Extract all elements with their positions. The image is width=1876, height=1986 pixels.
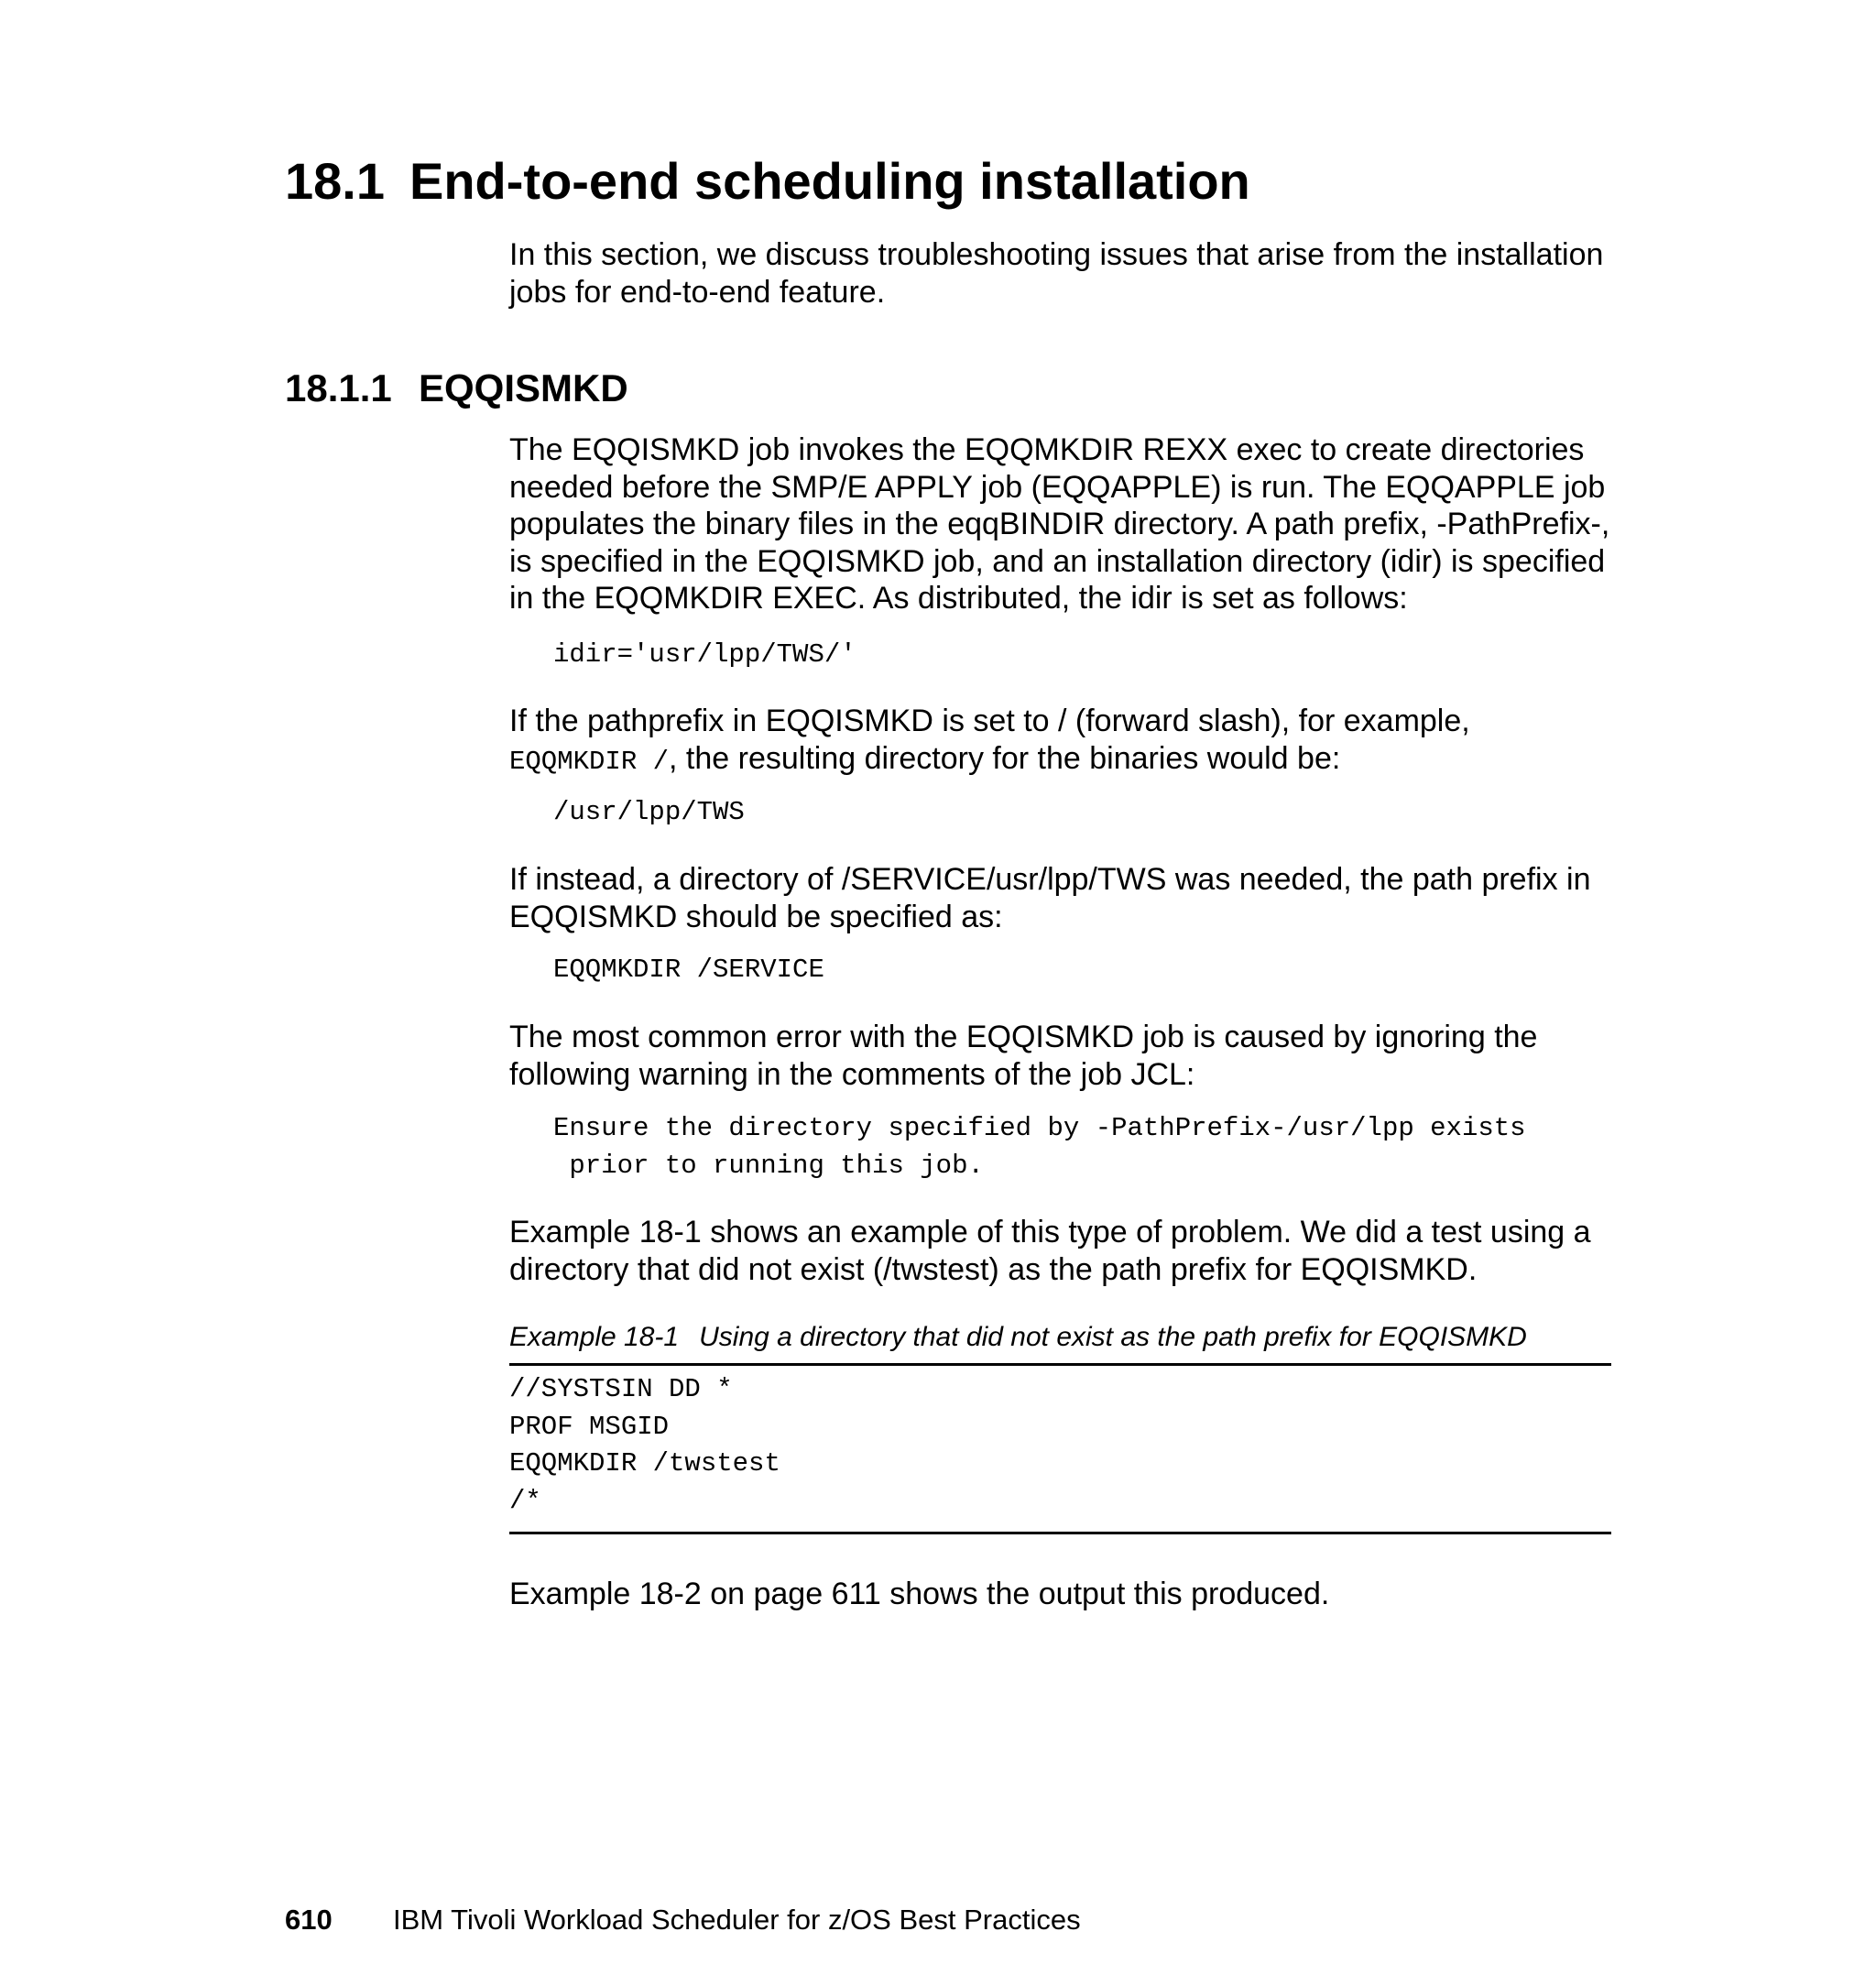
- paragraph-2: [509, 703, 1618, 780]
- paragraph-line: Example 18-1 shows an example of this type of problem. We did a test using a: [509, 1215, 1591, 1249]
- example-code: //SYSTSIN DD * PROF MSGID EQQMKDIR /twstest /*: [509, 1374, 780, 1516]
- paragraph-line: In this section, we discuss troubleshooting issues that arise from the installation: [509, 237, 1604, 272]
- page-number: 610: [285, 1904, 333, 1936]
- example-caption-text: Using a directory that did not exist as the path prefix for EQQISMKD: [699, 1322, 1527, 1352]
- paragraph-line: The most common error with the EQQISMKD job is caused by ignoring the: [509, 1020, 1538, 1054]
- paragraph-line: Example 18-2 on page 611 shows the output this produced.: [509, 1577, 1330, 1611]
- paragraph-3: [509, 861, 1618, 935]
- subsection-number: 18.1.1: [285, 366, 392, 409]
- paragraph-6: [509, 1576, 1618, 1613]
- code-block-service: EQQMKDIR /SERVICE: [553, 955, 824, 985]
- paragraph-line: If the pathprefix in EQQISMKD is set to / (forward slash), for example,: [509, 704, 1470, 738]
- book-title: IBM Tivoli Workload Scheduler for z/OS Best Practices: [393, 1904, 1081, 1936]
- section-title: End-to-end scheduling installation: [409, 152, 1250, 210]
- subsection-title: EQQISMKD: [419, 366, 628, 409]
- subsection-heading: [285, 365, 628, 412]
- paragraph-4: [509, 1019, 1618, 1093]
- paragraph-line: populates the binary files in the eqqBINDIR directory. A path prefix, -PathPrefix-,: [509, 507, 1610, 541]
- example-top-rule: [509, 1363, 1611, 1366]
- example-label: Example 18-1: [509, 1322, 680, 1352]
- paragraph-line: The EQQISMKD job invokes the EQQMKDIR REXX exec to create directories: [509, 432, 1585, 467]
- code-block-warning: Ensure the directory specified by -PathPrefix-/usr/lpp exists prior to running this job.: [553, 1113, 1526, 1181]
- example-bottom-rule: [509, 1532, 1611, 1534]
- code-block-idir: idir='usr/lpp/TWS/': [553, 639, 856, 670]
- example-caption: [509, 1319, 1527, 1356]
- paragraph-line: in the EQQMKDIR EXEC. As distributed, the idir is set as follows:: [509, 581, 1408, 616]
- paragraph-line: is specified in the EQQISMKD job, and an installation directory (idir) is specified: [509, 543, 1606, 579]
- paragraph-line: [509, 740, 1618, 781]
- paragraph-text: , the resulting directory for the binaries would be:: [669, 740, 1341, 776]
- paragraph-line: needed before the SMP/E APPLY job (EQQAPPLE) is run. The EQQAPPLE job: [509, 469, 1606, 505]
- page-footer: [285, 1902, 1081, 1938]
- section-number: 18.1: [285, 152, 385, 210]
- paragraph-1: [509, 431, 1618, 617]
- paragraph-line: jobs for end-to-end feature.: [509, 274, 886, 310]
- section-heading: [285, 149, 1250, 213]
- paragraph-line: directory that did not exist (/twstest) as the path prefix for EQQISMKD.: [509, 1251, 1478, 1287]
- paragraph-line: If instead, a directory of /SERVICE/usr/lpp/TWS was needed, the path prefix in: [509, 862, 1591, 897]
- code-block-path: /usr/lpp/TWS: [553, 797, 745, 827]
- paragraph-line: following warning in the comments of the job JCL:: [509, 1056, 1195, 1092]
- intro-paragraph: [509, 236, 1618, 311]
- paragraph-line: EQQISMKD should be specified as:: [509, 899, 1003, 934]
- inline-code: EQQMKDIR /: [509, 746, 670, 777]
- paragraph-5: [509, 1214, 1618, 1288]
